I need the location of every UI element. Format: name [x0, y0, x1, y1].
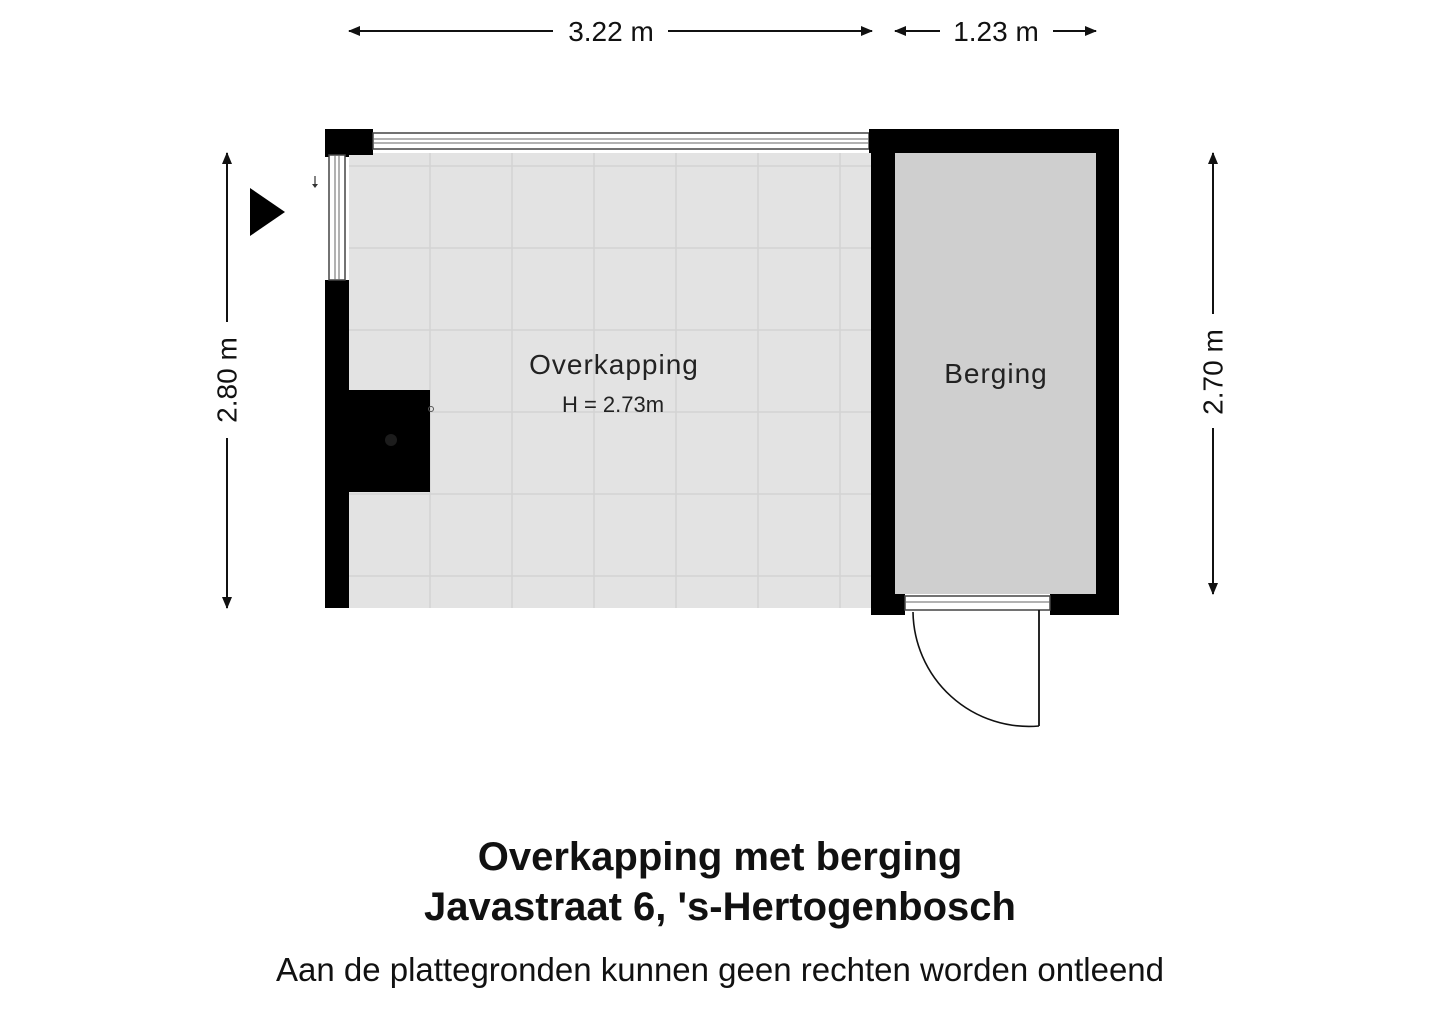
plan-address: Javastraat 6, 's-Hertogenbosch	[424, 885, 1016, 929]
overkapping-floor	[349, 153, 871, 608]
berging-name-label: Berging	[944, 358, 1048, 389]
title-block	[0, 832, 1440, 990]
dimension-overkapping-width	[349, 16, 872, 47]
plan-title: Overkapping met berging	[477, 835, 963, 879]
top-window	[373, 133, 869, 149]
corner-post-top-left-side	[325, 129, 349, 157]
overkapping-depth-label: 2.80 m	[211, 337, 243, 423]
berging-width-label: 1.23 m	[953, 16, 1039, 47]
small-arrow-icon	[312, 176, 318, 188]
berging-door	[905, 596, 1050, 726]
cabinet	[349, 390, 434, 492]
overkapping-left-wall	[325, 280, 349, 608]
overkapping-width-label: 3.22 m	[568, 16, 654, 47]
dimension-berging-depth	[1198, 153, 1229, 594]
overkapping-height-label: H = 2.73m	[561, 392, 665, 417]
entrance-arrow-icon	[250, 188, 285, 236]
dimension-berging-width	[895, 16, 1096, 47]
overkapping-name-label: Overkapping	[529, 349, 699, 380]
dimension-overkapping-depth	[212, 153, 243, 608]
disclaimer-text: Aan de plattegronden kunnen geen rechten worden ontleend	[275, 951, 1165, 988]
berging-depth-label: 2.70 m	[1197, 329, 1229, 415]
left-window	[329, 155, 345, 280]
